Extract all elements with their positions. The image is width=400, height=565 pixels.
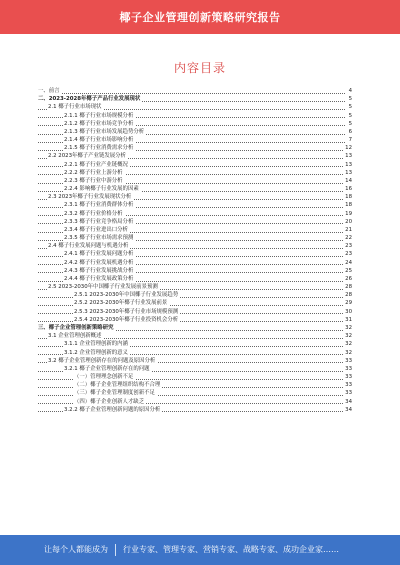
toc-entry[interactable]: [38, 169, 352, 177]
toc-entry-page: 18: [345, 194, 352, 201]
table-of-contents: [38, 87, 352, 414]
toc-entry-page: 33: [345, 357, 352, 364]
toc-entry-label: 2.1.1 椰子行业市场规模分析: [64, 112, 134, 119]
toc-entry-label: 2.1.3 椰子行业市场发展趋势分析: [64, 128, 145, 135]
toc-entry-page: 19: [345, 210, 352, 217]
toc-entry-page: 18: [345, 202, 352, 209]
toc-entry-label: 2.5.3 2023-2030年椰子行业市场规模预测: [74, 308, 179, 315]
dot-leader: [38, 93, 345, 94]
toc-entry-label: 2.5.1 2023-2030年中国椰子行业发展趋势: [74, 292, 179, 299]
toc-entry[interactable]: [38, 161, 352, 169]
toc-entry-label: 2.4.1 椰子行业发展问题分析: [64, 251, 134, 258]
toc-entry-page: 28: [345, 292, 352, 299]
toc-entry-page: 20: [345, 218, 352, 225]
toc-entry-label: 2.1.5 椰子行业消费需求分析: [64, 145, 134, 152]
toc-entry[interactable]: [38, 398, 352, 406]
toc-entry-label: 2.5.2 2023-2030年椰子行业发展前景: [74, 300, 168, 307]
toc-entry-label: 2.3.5 椰子行业市场需求预测: [64, 235, 134, 242]
toc-entry-page: 16: [345, 186, 352, 193]
toc-entry[interactable]: [38, 324, 352, 332]
toc-entry-page: 30: [345, 308, 352, 315]
toc-entry-page: 13: [345, 153, 352, 160]
toc-entry-label: 2.4.3 椰子行业发展挑战分析: [64, 267, 134, 274]
toc-entry-label: 2.3 2023年椰子行业发展现状分析: [48, 194, 132, 201]
toc-entry[interactable]: [38, 332, 352, 340]
toc-entry[interactable]: [38, 177, 352, 185]
toc-entry-label: 2.4.4 椰子行业发展政策分析: [64, 275, 134, 282]
toc-entry-page: 33: [345, 390, 352, 397]
toc-entry[interactable]: [38, 144, 352, 152]
toc-entry-label: 一、前言: [38, 88, 60, 94]
toc-entry-page: 5: [348, 96, 352, 103]
toc-entry-page: 23: [345, 251, 352, 258]
toc-entry[interactable]: [38, 316, 352, 324]
toc-entry[interactable]: [38, 299, 352, 307]
toc-entry-label: 2.1.4 椰子行业市场影响分析: [64, 137, 134, 144]
toc-entry-page: 7: [348, 137, 352, 144]
toc-entry[interactable]: [38, 201, 352, 209]
toc-entry-page: 34: [345, 406, 352, 413]
toc-entry-label: 2.3.3 椰子行业竞争格局分析: [64, 218, 134, 225]
toc-entry[interactable]: [38, 259, 352, 267]
toc-entry[interactable]: [38, 373, 352, 381]
toc-entry[interactable]: [38, 210, 352, 218]
toc-entry-label: 2.4.2 椰子行业发展机遇分析: [64, 259, 134, 266]
toc-entry-page: 6: [348, 128, 352, 135]
toc-entry-label: 2.3.2 椰子行业价格分析: [64, 210, 123, 217]
toc-entry-label: 2.1 椰子行业市场现状: [48, 104, 102, 111]
toc-entry-page: 5: [348, 112, 352, 119]
toc-entry-page: 21: [345, 226, 352, 233]
toc-entry[interactable]: [38, 267, 352, 275]
footer-divider: [115, 544, 116, 556]
toc-entry-label: 2.5.4 2023-2030年椰子行业投资机会分析: [74, 316, 179, 323]
toc-entry-page: 33: [345, 365, 352, 372]
toc-entry[interactable]: [38, 406, 352, 414]
toc-entry-label: 三、椰子企业管理创新策略研究: [38, 324, 114, 331]
toc-entry[interactable]: [38, 152, 352, 160]
toc-entry[interactable]: [38, 349, 352, 357]
toc-entry-page: 32: [345, 324, 352, 331]
toc-entry[interactable]: [38, 128, 352, 136]
toc-entry-label: 3.2 椰子企业管理创新存在的问题及原因分析: [48, 357, 156, 364]
toc-entry[interactable]: [38, 185, 352, 193]
footer-banner: [0, 535, 400, 565]
toc-entry[interactable]: [38, 136, 352, 144]
toc-entry-label: （二）椰子企业管理组织结构不合理: [74, 382, 161, 389]
toc-entry-label: 2.4 椰子行业发展问题与机遇分析: [48, 243, 129, 250]
toc-entry-label: 2.2.1 椰子行业产业链概况: [64, 161, 128, 168]
toc-entry[interactable]: [38, 103, 352, 111]
toc-entry-page: 5: [348, 104, 352, 111]
toc-entry-page: 32: [345, 333, 352, 340]
toc-heading: 内容目录: [173, 61, 226, 75]
toc-entry[interactable]: [38, 389, 352, 397]
toc-entry-label: 2.3.4 椰子行业进出口分析: [64, 226, 128, 233]
toc-entry-label: 2.3.1 椰子行业消费群体分析: [64, 202, 134, 209]
toc-entry-label: （四）椰子企业创新人才缺乏: [74, 398, 145, 405]
toc-entry-label: 2.1.2 椰子行业市场竞争分析: [64, 120, 134, 127]
toc-entry-label: 二、2023-2028年椰子产品行业发展现状: [38, 96, 141, 103]
toc-entry-page: 13: [345, 161, 352, 168]
toc-entry[interactable]: [38, 95, 352, 103]
toc-entry-page: 22: [345, 235, 352, 242]
toc-entry-page: 29: [345, 300, 352, 307]
toc-entry-page: 4: [348, 88, 352, 94]
toc-entry-page: 14: [345, 177, 352, 184]
toc-entry-page: 26: [345, 275, 352, 282]
toc-entry-page: 33: [345, 382, 352, 389]
toc-entry-label: 2.2 2023年椰子产业链发展分析: [48, 153, 126, 160]
toc-entry-label: 2.5 2023-2030年中国椰子行业发展前景预测: [48, 284, 158, 291]
toc-entry-page: 5: [348, 120, 352, 127]
toc-entry-page: 32: [345, 341, 352, 348]
toc-entry-page: 24: [345, 259, 352, 266]
toc-entry[interactable]: [38, 365, 352, 373]
toc-entry[interactable]: [38, 381, 352, 389]
toc-entry[interactable]: [38, 340, 352, 348]
toc-entry[interactable]: [38, 120, 352, 128]
toc-entry-label: （一）管理理念创新不足: [74, 374, 134, 381]
header-banner: [0, 0, 400, 34]
toc-entry-page: 33: [345, 374, 352, 381]
toc-entry[interactable]: [38, 275, 352, 283]
toc-entry-label: 3.1.2 企业管理创新的意义: [64, 349, 128, 356]
toc-entry-page: 23: [345, 243, 352, 250]
toc-entry[interactable]: [38, 308, 352, 316]
toc-entry[interactable]: [38, 193, 352, 201]
report-title: 椰子企业管理创新策略研究报告: [119, 11, 281, 24]
toc-entry[interactable]: [38, 242, 352, 250]
toc-entry-label: 2.2.3 椰子行业中游分析: [64, 177, 123, 184]
toc-entry[interactable]: [38, 112, 352, 120]
toc-entry[interactable]: [38, 234, 352, 242]
toc-entry[interactable]: [38, 87, 352, 95]
toc-entry[interactable]: [38, 283, 352, 291]
toc-entry[interactable]: [38, 218, 352, 226]
toc-entry-label: 2.2.2 椰子行业上游分析: [64, 169, 123, 176]
toc-entry-page: 12: [345, 145, 352, 152]
toc-entry[interactable]: [38, 250, 352, 258]
toc-entry-page: 34: [345, 398, 352, 405]
toc-entry-page: 32: [345, 349, 352, 356]
toc-entry-page: 31: [345, 316, 352, 323]
toc-entry-label: 3.2.1 椰子企业管理创新存在的问题: [64, 365, 150, 372]
toc-entry-label: 2.2.4 影响椰子行业发展的因素: [64, 186, 139, 193]
toc-entry-label: （三）椰子企业管理制度创新不足: [74, 390, 155, 397]
toc-entry[interactable]: [38, 291, 352, 299]
toc-entry[interactable]: [38, 226, 352, 234]
toc-entry-page: 28: [345, 284, 352, 291]
toc-entry[interactable]: [38, 357, 352, 365]
toc-entry-label: 3.2.2 椰子企业管理创新问题的原因分析: [64, 406, 161, 413]
footer-slogan-right: 行业专家、管理专家、营销专家、战略专家、成功企业家……: [123, 545, 339, 554]
toc-entry-label: 3.1 企业管理创新概述: [48, 333, 102, 340]
footer-slogan-left: 让每个人都能成为: [44, 545, 108, 554]
toc-entry-page: 25: [345, 267, 352, 274]
toc-entry-page: 13: [345, 169, 352, 176]
toc-entry-label: 3.1.1 企业管理创新的内涵: [64, 341, 128, 348]
